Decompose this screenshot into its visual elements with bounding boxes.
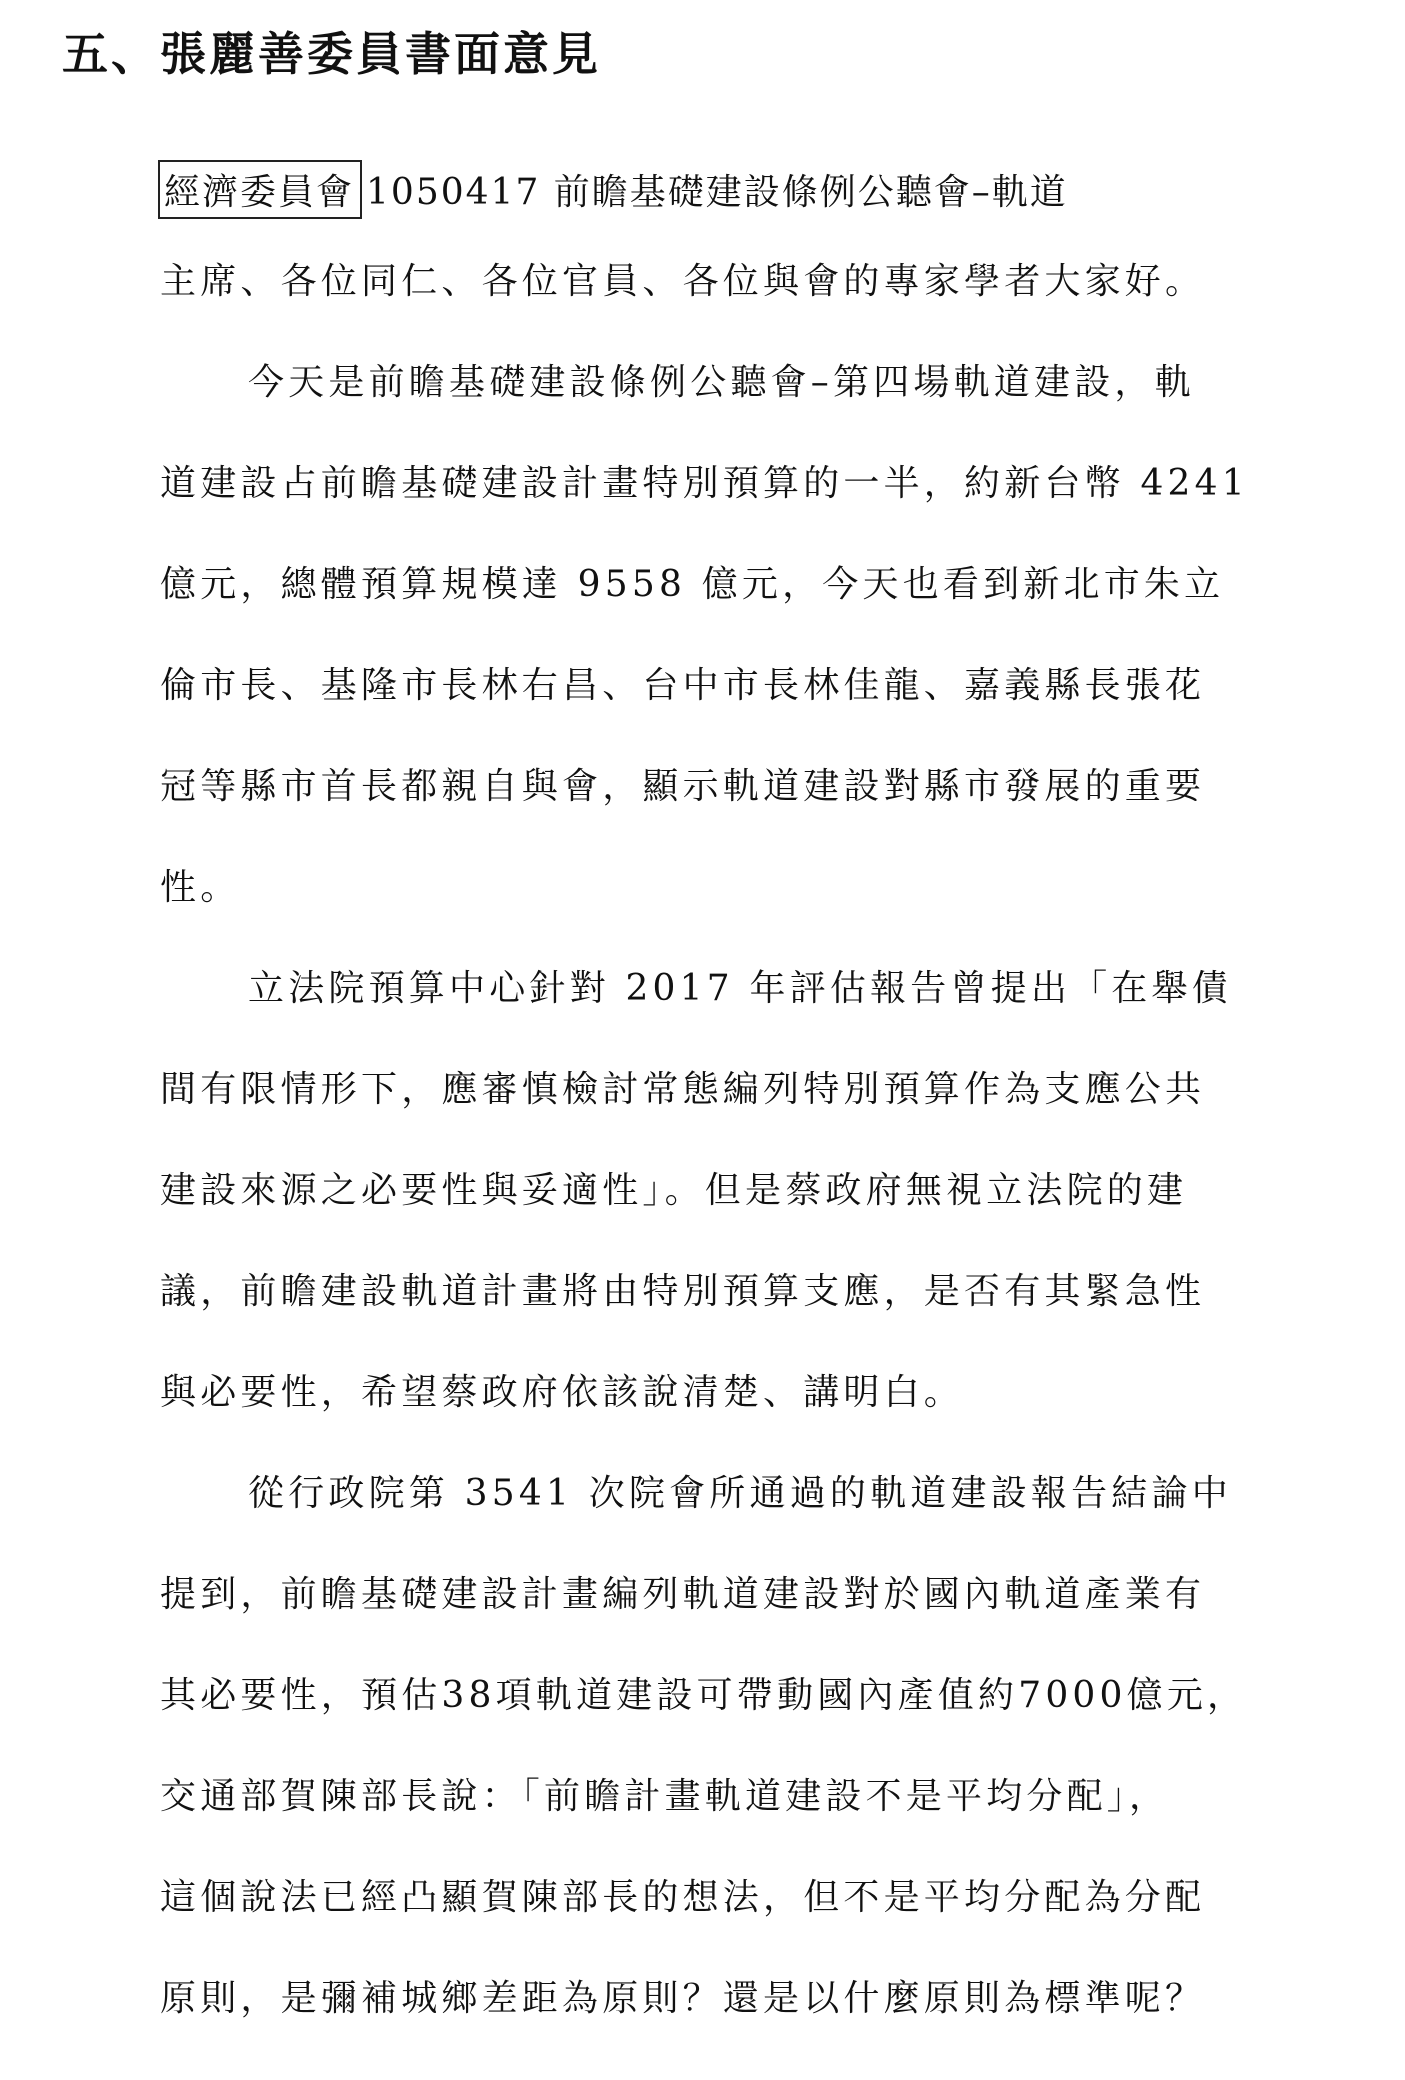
- text-line: 這個說法已經凸顯賀陳部長的想法，但不是平均分配為分配: [160, 1877, 1206, 1918]
- text-line: 議，前瞻建設軌道計畫將由特別預算支應，是否有其緊急性: [160, 1271, 1206, 1312]
- text-line: 其必要性，預估38項軌道建設可帶動國內產值約7000億元，: [160, 1675, 1248, 1716]
- text-line: 倫市長、基隆市長林右昌、台中市長林佳龍、嘉義縣長張花: [160, 665, 1206, 706]
- text-line: 間有限情形下，應審慎檢討常態編列特別預算作為支應公共: [160, 1069, 1206, 1110]
- text-line: 主席、各位同仁、各位官員、各位與會的專家學者大家好。: [160, 261, 1206, 302]
- committee-tag: 經濟委員會: [158, 160, 362, 219]
- text-line: 提到，前瞻基礎建設計畫編列軌道建設對於國內軌道產業有: [160, 1574, 1206, 1615]
- text-line: 立法院預算中心針對 2017 年評估報告曾提出「在舉債: [248, 968, 1232, 1009]
- statement-body: [160, 262, 1310, 2080]
- text-line: 冠等縣市首長都親自與會，顯示軌道建設對縣市發展的重要: [160, 766, 1206, 807]
- text-line: 與必要性，希望蔡政府依該說清楚、講明白。: [160, 1372, 965, 1413]
- text-line: 道建設占前瞻基礎建設計畫特別預算的一半，約新台幣 4241: [160, 463, 1249, 504]
- text-line: 交通部賀陳部長說：「前瞻計畫軌道建設不是平均分配」，: [160, 1776, 1170, 1817]
- text-line: 億元，總體預算規模達 9558 億元，今天也看到新北市朱立: [160, 564, 1225, 605]
- session-title: 1050417 前瞻基礎建設條例公聽會–軌道: [366, 172, 1068, 213]
- session-line: [158, 160, 1068, 219]
- text-line: 性。: [160, 867, 241, 908]
- text-line: 原則，是彌補城鄉差距為原則？還是以什麼原則為標準呢？: [160, 1978, 1206, 2019]
- text-line: 建設來源之必要性與妥適性」。但是蔡政府無視立法院的建: [160, 1170, 1188, 1211]
- text-line: 從行政院第 3541 次院會所通過的軌道建設報告結論中: [248, 1473, 1232, 1514]
- text-line: 今天是前瞻基礎建設條例公聽會–第四場軌道建設，軌: [248, 362, 1195, 403]
- section-heading: 五、張麗善委員書面意見: [62, 27, 601, 81]
